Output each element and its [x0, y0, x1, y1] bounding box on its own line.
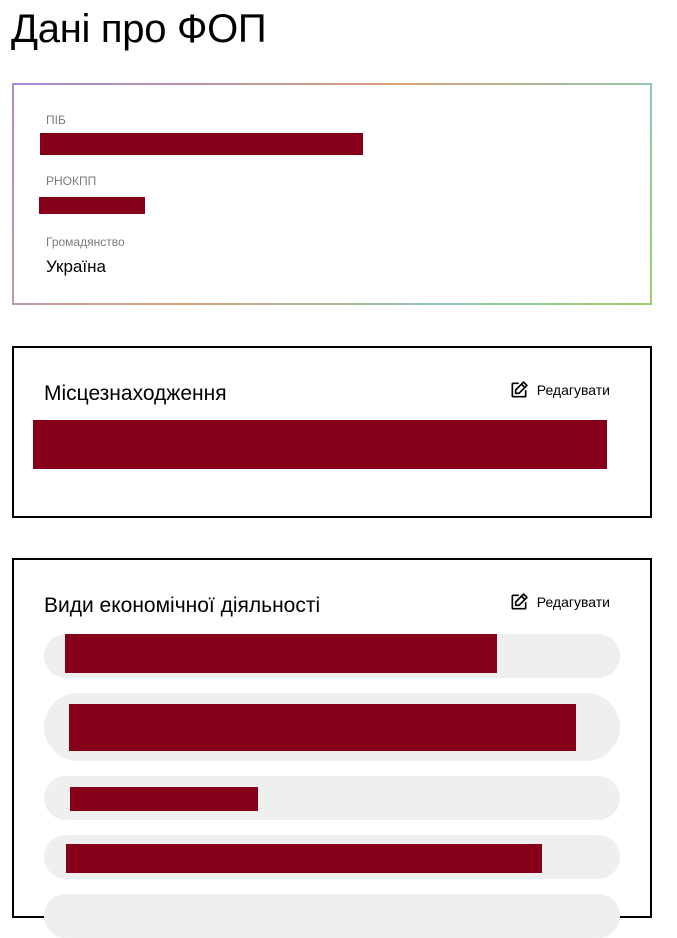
activity-item: [44, 835, 620, 879]
location-card: [12, 346, 652, 518]
location-edit-button[interactable]: [509, 380, 610, 400]
activity-item-redacted: [66, 844, 542, 873]
activities-edit-button[interactable]: [509, 592, 610, 612]
activity-item: [44, 634, 620, 678]
edit-pencil-icon: [509, 380, 529, 400]
activity-item: [44, 776, 620, 820]
activity-item: [44, 693, 620, 761]
activity-item-redacted: [70, 787, 258, 811]
activities-card: [12, 558, 652, 918]
name-value-redacted: [40, 133, 363, 155]
name-label: ПІБ: [46, 113, 66, 127]
activity-item-redacted: [69, 704, 576, 751]
activity-item-redacted: [65, 634, 497, 673]
location-edit-label: Редагувати: [536, 382, 610, 398]
activity-item: [44, 894, 620, 938]
activities-title: Види економічної діяльності: [44, 594, 321, 617]
tax-id-value-redacted: [39, 197, 145, 214]
location-value-redacted: [33, 420, 607, 469]
edit-pencil-icon: [509, 592, 529, 612]
page-title: Дані про ФОП: [11, 7, 267, 51]
citizenship-value: Україна: [46, 257, 106, 276]
personal-info-card: [12, 83, 652, 305]
activities-edit-label: Редагувати: [536, 594, 610, 610]
tax-id-label: РНОКПП: [46, 174, 97, 188]
citizenship-label: Громадянство: [46, 235, 125, 249]
location-title: Місцезнаходження: [44, 382, 227, 405]
